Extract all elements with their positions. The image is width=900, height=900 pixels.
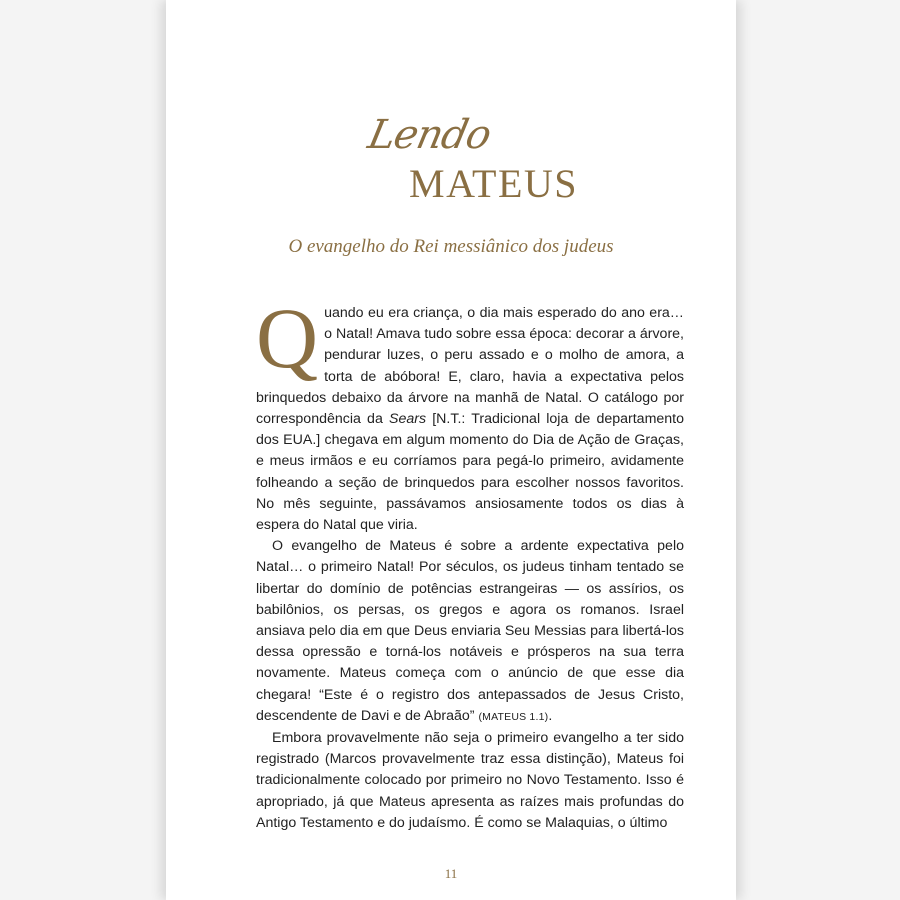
paragraph-2-end: .: [548, 707, 553, 724]
paragraph-1-text-a: uando eu era criança, o dia mais esperado do ano era… o Natal! Amava tudo sobre essa época: decorar a árvore, pendurar luzes, o peru assado e o molho de amora, a torta de abóbora! E, claro, havia a expectativa pelos brinquedos debaixo da árvore na manhã de Natal. O catálogo por correspondência da: [256, 305, 684, 428]
paragraph-3-text: Embora provavelmente não seja o primeiro evangelho a ter sido registrado (Marcos provavelmente traz essa distinção), Mateus foi tradicionalmente colocado por primeiro no Novo Testamento. Isso é apropriado, já que Mateus apresenta as raízes mais profundas do Antigo Testamento e do judaísmo. É como se Malaquias, o último: [256, 730, 684, 831]
book-page: [166, 0, 736, 900]
title-main-word: MATEUS: [409, 161, 579, 206]
page-number: 11: [444, 866, 458, 881]
paragraph-2: [256, 536, 684, 728]
paragraph-3: [256, 728, 684, 834]
scripture-reference: (MATEUS 1.1): [478, 710, 549, 723]
title-script-word: Lendo: [364, 112, 495, 158]
paragraph-2-text: O evangelho de Mateus é sobre a ardente expectativa pelo Natal… o primeiro Natal! Por séculos, os judeus tinham tentado se libertar do domínio de potências estrangeiras — os assírios, os babilônios, os persas, os gregos e agora os romanos. Israel ansiava pelo dia em que Deus enviaria Seu Messias para libertá-los dessa opressão e torná-los notáveis e prósperos na sua terra novamente. Mateus começa com o anúncio de que esse dia chegara! “Este é o registro dos antepassados de Jesus Cristo, descendente de Davi e de Abraão”: [256, 538, 684, 724]
chapter-subtitle: O evangelho do Rei messiânico dos judeus: [288, 236, 614, 257]
paragraph-1: [256, 290, 684, 536]
sears-emphasis: Sears: [389, 411, 427, 428]
paragraph-1-text-b: [N.T.: Tradicional loja de departamento dos EUA.] chegava em algum momento do Dia de Ação de Graças, e meus irmãos e eu corríamos para pegá-lo primeiro, avidamente folheando a seção de brinquedos para escolher nossos favoritos. No mês seguinte, passávamos ansiosamente todos os dias à espera do Natal que viria.: [256, 411, 684, 534]
body-text: [256, 290, 684, 834]
drop-cap: Q: [256, 290, 319, 386]
chapter-title: [361, 110, 601, 205]
